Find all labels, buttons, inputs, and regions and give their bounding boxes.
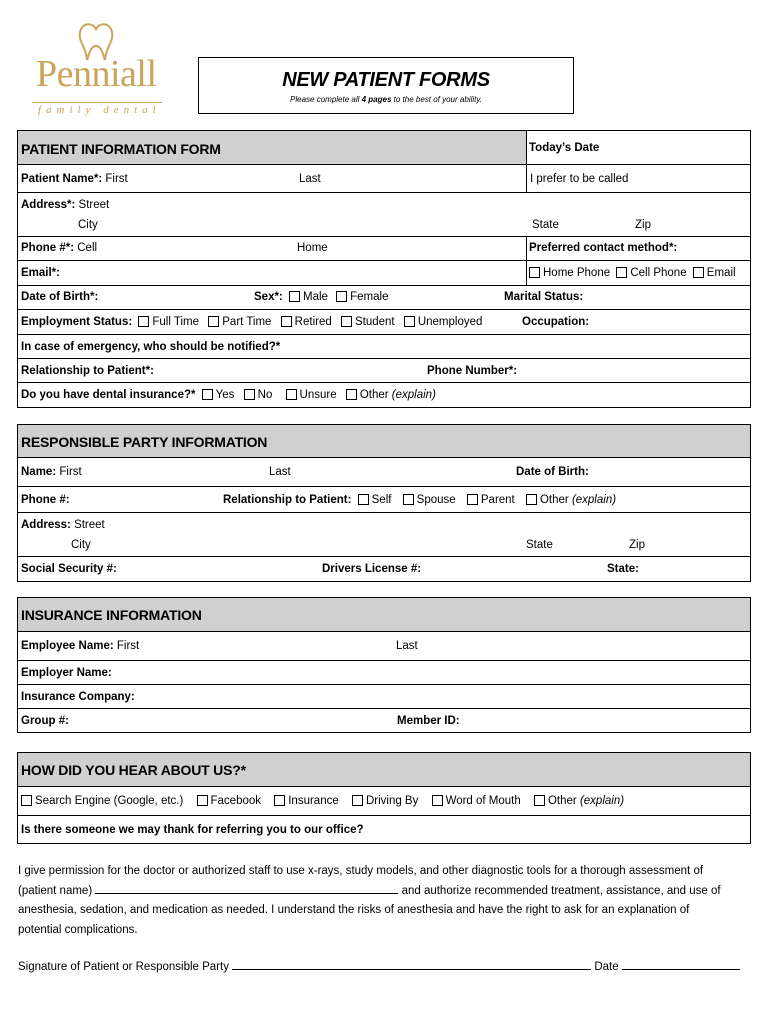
referral-options-row[interactable] <box>18 786 750 815</box>
employment-row[interactable] <box>18 309 750 334</box>
city-label: City <box>78 219 98 231</box>
insurance-referral-checkbox[interactable] <box>274 795 285 806</box>
contact-method-options <box>529 266 736 280</box>
cell-label: Cell <box>77 242 98 254</box>
group-member-row[interactable] <box>18 708 750 732</box>
todays-date-label: Today’s Date <box>529 142 600 154</box>
drivers-license-label: Drivers License #: <box>322 563 422 575</box>
full-time-checkbox[interactable] <box>138 316 149 327</box>
consent-line-3: anesthesia, sedation, and medication as needed. I understand the risks of anesthesia and have the right to ask for an explanation of <box>18 904 690 916</box>
responsible-last-label: Last <box>269 466 291 478</box>
referral-options: Search Engine (Google, etc.) Facebook Insurance Driving By Word of Mouth Other (explain) <box>21 794 624 808</box>
patient-information-section <box>17 130 751 408</box>
dental-insurance-question: Do you have dental insurance?* <box>21 389 196 401</box>
relationship-label: Relationship to Patient*: <box>21 365 154 377</box>
unemployed-checkbox[interactable] <box>404 316 415 327</box>
first-name-label: First <box>105 173 128 185</box>
consent-line-1: I give permission for the doctor or authorized staff to use x-rays, study models, and other diagnostic tools for a thorough assessment of <box>18 865 704 877</box>
driving-by-checkbox[interactable] <box>352 795 363 806</box>
referral-section <box>17 752 751 844</box>
employee-name-label: Employee Name: <box>21 640 114 652</box>
form-instructions: Please complete all 4 pages to the best of your ability. <box>290 95 482 104</box>
patient-name-blank[interactable] <box>95 882 398 894</box>
contact-email-option[interactable]: Email <box>693 267 736 279</box>
responsible-name-label: Name: <box>21 466 57 478</box>
facebook-checkbox[interactable] <box>197 795 208 806</box>
insurance-section-title: INSURANCE INFORMATION <box>21 607 202 623</box>
patient-address-row[interactable] <box>18 192 750 236</box>
last-name-label: Last <box>299 173 321 185</box>
referral-header-row <box>18 753 750 786</box>
logo-subtitle: family dental <box>38 104 161 116</box>
consent-line-2: (patient name) and authorize recommended treatment, assistance, and use of <box>18 882 748 902</box>
address-label: Address*: <box>21 199 76 211</box>
date-blank[interactable] <box>622 958 740 970</box>
sex-label: Sex*: <box>254 291 283 303</box>
signature-label: Signature of Patient or Responsible Party <box>18 961 229 973</box>
email-label: Email*: <box>21 267 60 279</box>
responsible-relationship-label: Relationship to Patient: <box>223 494 352 506</box>
form-title: NEW PATIENT FORMS <box>282 69 490 91</box>
responsible-zip-label: Zip <box>629 539 645 551</box>
relationship-other-checkbox[interactable] <box>526 494 537 505</box>
male-checkbox[interactable] <box>289 291 300 302</box>
sex-options <box>254 290 388 304</box>
parent-checkbox[interactable] <box>467 494 478 505</box>
contact-home-phone-option[interactable]: Home Phone <box>529 267 610 279</box>
female-checkbox[interactable] <box>336 291 347 302</box>
responsible-phone-label: Phone #: <box>21 494 70 506</box>
contact-cell-phone-option[interactable]: Cell Phone <box>616 267 686 279</box>
responsible-phone-row[interactable] <box>18 486 750 512</box>
cell-phone-checkbox[interactable] <box>616 267 627 278</box>
email-checkbox[interactable] <box>693 267 704 278</box>
employee-name-row[interactable]: Employee Name: First Last <box>18 631 750 660</box>
phone-label: Phone #*: <box>21 242 75 254</box>
responsible-address-row[interactable]: Address: Street City State Zip <box>18 512 750 556</box>
responsible-party-section <box>17 424 751 582</box>
insurance-company-row[interactable] <box>18 684 750 708</box>
insurance-company-label: Insurance Company: <box>21 691 135 703</box>
responsible-name-row[interactable]: Name: First Last Date of Birth: <box>18 457 750 486</box>
license-state-label: State: <box>607 563 639 575</box>
date-label: Date <box>594 961 619 973</box>
patient-name-label: Patient Name*: <box>21 173 103 185</box>
responsible-address-label: Address: <box>21 519 71 531</box>
responsible-relationship-options: Relationship to Patient: Self Spouse Parent Other (explain) <box>223 494 617 506</box>
patient-section-title: PATIENT INFORMATION FORM <box>21 141 221 157</box>
word-of-mouth-checkbox[interactable] <box>432 795 443 806</box>
employment-status-label: Employment Status: <box>21 316 133 328</box>
insurance-other-checkbox[interactable] <box>346 389 357 400</box>
referrer-question: Is there someone we may thank for referring you to our office? <box>21 824 364 836</box>
employer-row[interactable] <box>18 660 750 684</box>
zip-label: Zip <box>635 219 651 231</box>
insurance-no-checkbox[interactable] <box>244 389 255 400</box>
student-checkbox[interactable] <box>341 316 352 327</box>
patient-phone-row[interactable] <box>18 236 750 260</box>
emergency-contact-label: In case of emergency, who should be notified?* <box>21 341 281 353</box>
insurance-header-row <box>18 598 750 631</box>
preferred-name-label: I prefer to be called <box>530 173 629 185</box>
female-label: Female <box>350 291 389 303</box>
patient-name-row[interactable] <box>18 164 750 192</box>
referral-section-title: HOW DID YOU HEAR ABOUT US?* <box>21 762 246 778</box>
search-engine-checkbox[interactable] <box>21 795 32 806</box>
ssn-label: Social Security #: <box>21 563 117 575</box>
signature-blank[interactable] <box>232 958 591 970</box>
responsible-state-label: State <box>526 539 553 551</box>
home-phone-checkbox[interactable] <box>529 267 540 278</box>
part-time-checkbox[interactable] <box>208 316 219 327</box>
signature-line <box>18 958 752 973</box>
patient-header-row <box>18 131 750 164</box>
emergency-phone-label: Phone Number*: <box>427 365 518 377</box>
occupation-label: Occupation: <box>522 316 590 328</box>
street-label: Street <box>78 199 110 211</box>
insurance-unsure-checkbox[interactable] <box>286 389 297 400</box>
logo-name: Penniall <box>36 53 157 95</box>
patient-email-row[interactable] <box>18 260 750 285</box>
group-number-label: Group #: <box>21 715 69 727</box>
insurance-section <box>17 597 751 733</box>
consent-line-4: potential complications. <box>18 923 138 936</box>
employee-last-label: Last <box>396 640 418 652</box>
marital-status-label: Marital Status: <box>504 291 584 303</box>
relationship-row[interactable] <box>18 358 750 382</box>
retired-checkbox[interactable] <box>281 316 292 327</box>
home-phone-label: Home <box>297 242 328 254</box>
form-title-box <box>198 57 574 114</box>
dob-label: Date of Birth*: <box>21 291 99 303</box>
spouse-checkbox[interactable] <box>403 494 414 505</box>
referral-other-checkbox[interactable] <box>534 795 545 806</box>
patient-dob-row[interactable] <box>18 285 750 309</box>
responsible-header-row <box>18 425 750 457</box>
logo-divider <box>32 102 162 103</box>
emergency-row[interactable] <box>18 334 750 358</box>
employer-name-label: Employer Name: <box>21 667 112 679</box>
consent-paragraph <box>18 862 748 940</box>
preferred-contact-label: Preferred contact method*: <box>529 242 678 254</box>
state-label: State <box>532 219 559 231</box>
responsible-dob-label: Date of Birth: <box>516 466 589 478</box>
insurance-yes-checkbox[interactable] <box>202 389 213 400</box>
responsible-city-label: City <box>71 539 91 551</box>
employment-options: Employment Status: Full Time Part Time Retired Student Unemployed <box>21 316 483 328</box>
male-label: Male <box>302 291 328 303</box>
responsible-id-row[interactable] <box>18 556 750 581</box>
responsible-section-title: RESPONSIBLE PARTY INFORMATION <box>21 434 268 450</box>
member-id-label: Member ID: <box>397 715 460 727</box>
practice-logo <box>28 20 168 120</box>
dental-insurance-options: Do you have dental insurance?* Yes No Unsure Other (explain) <box>21 389 436 401</box>
referrer-row[interactable] <box>18 815 750 843</box>
dental-insurance-row[interactable] <box>18 382 750 407</box>
self-checkbox[interactable] <box>358 494 369 505</box>
